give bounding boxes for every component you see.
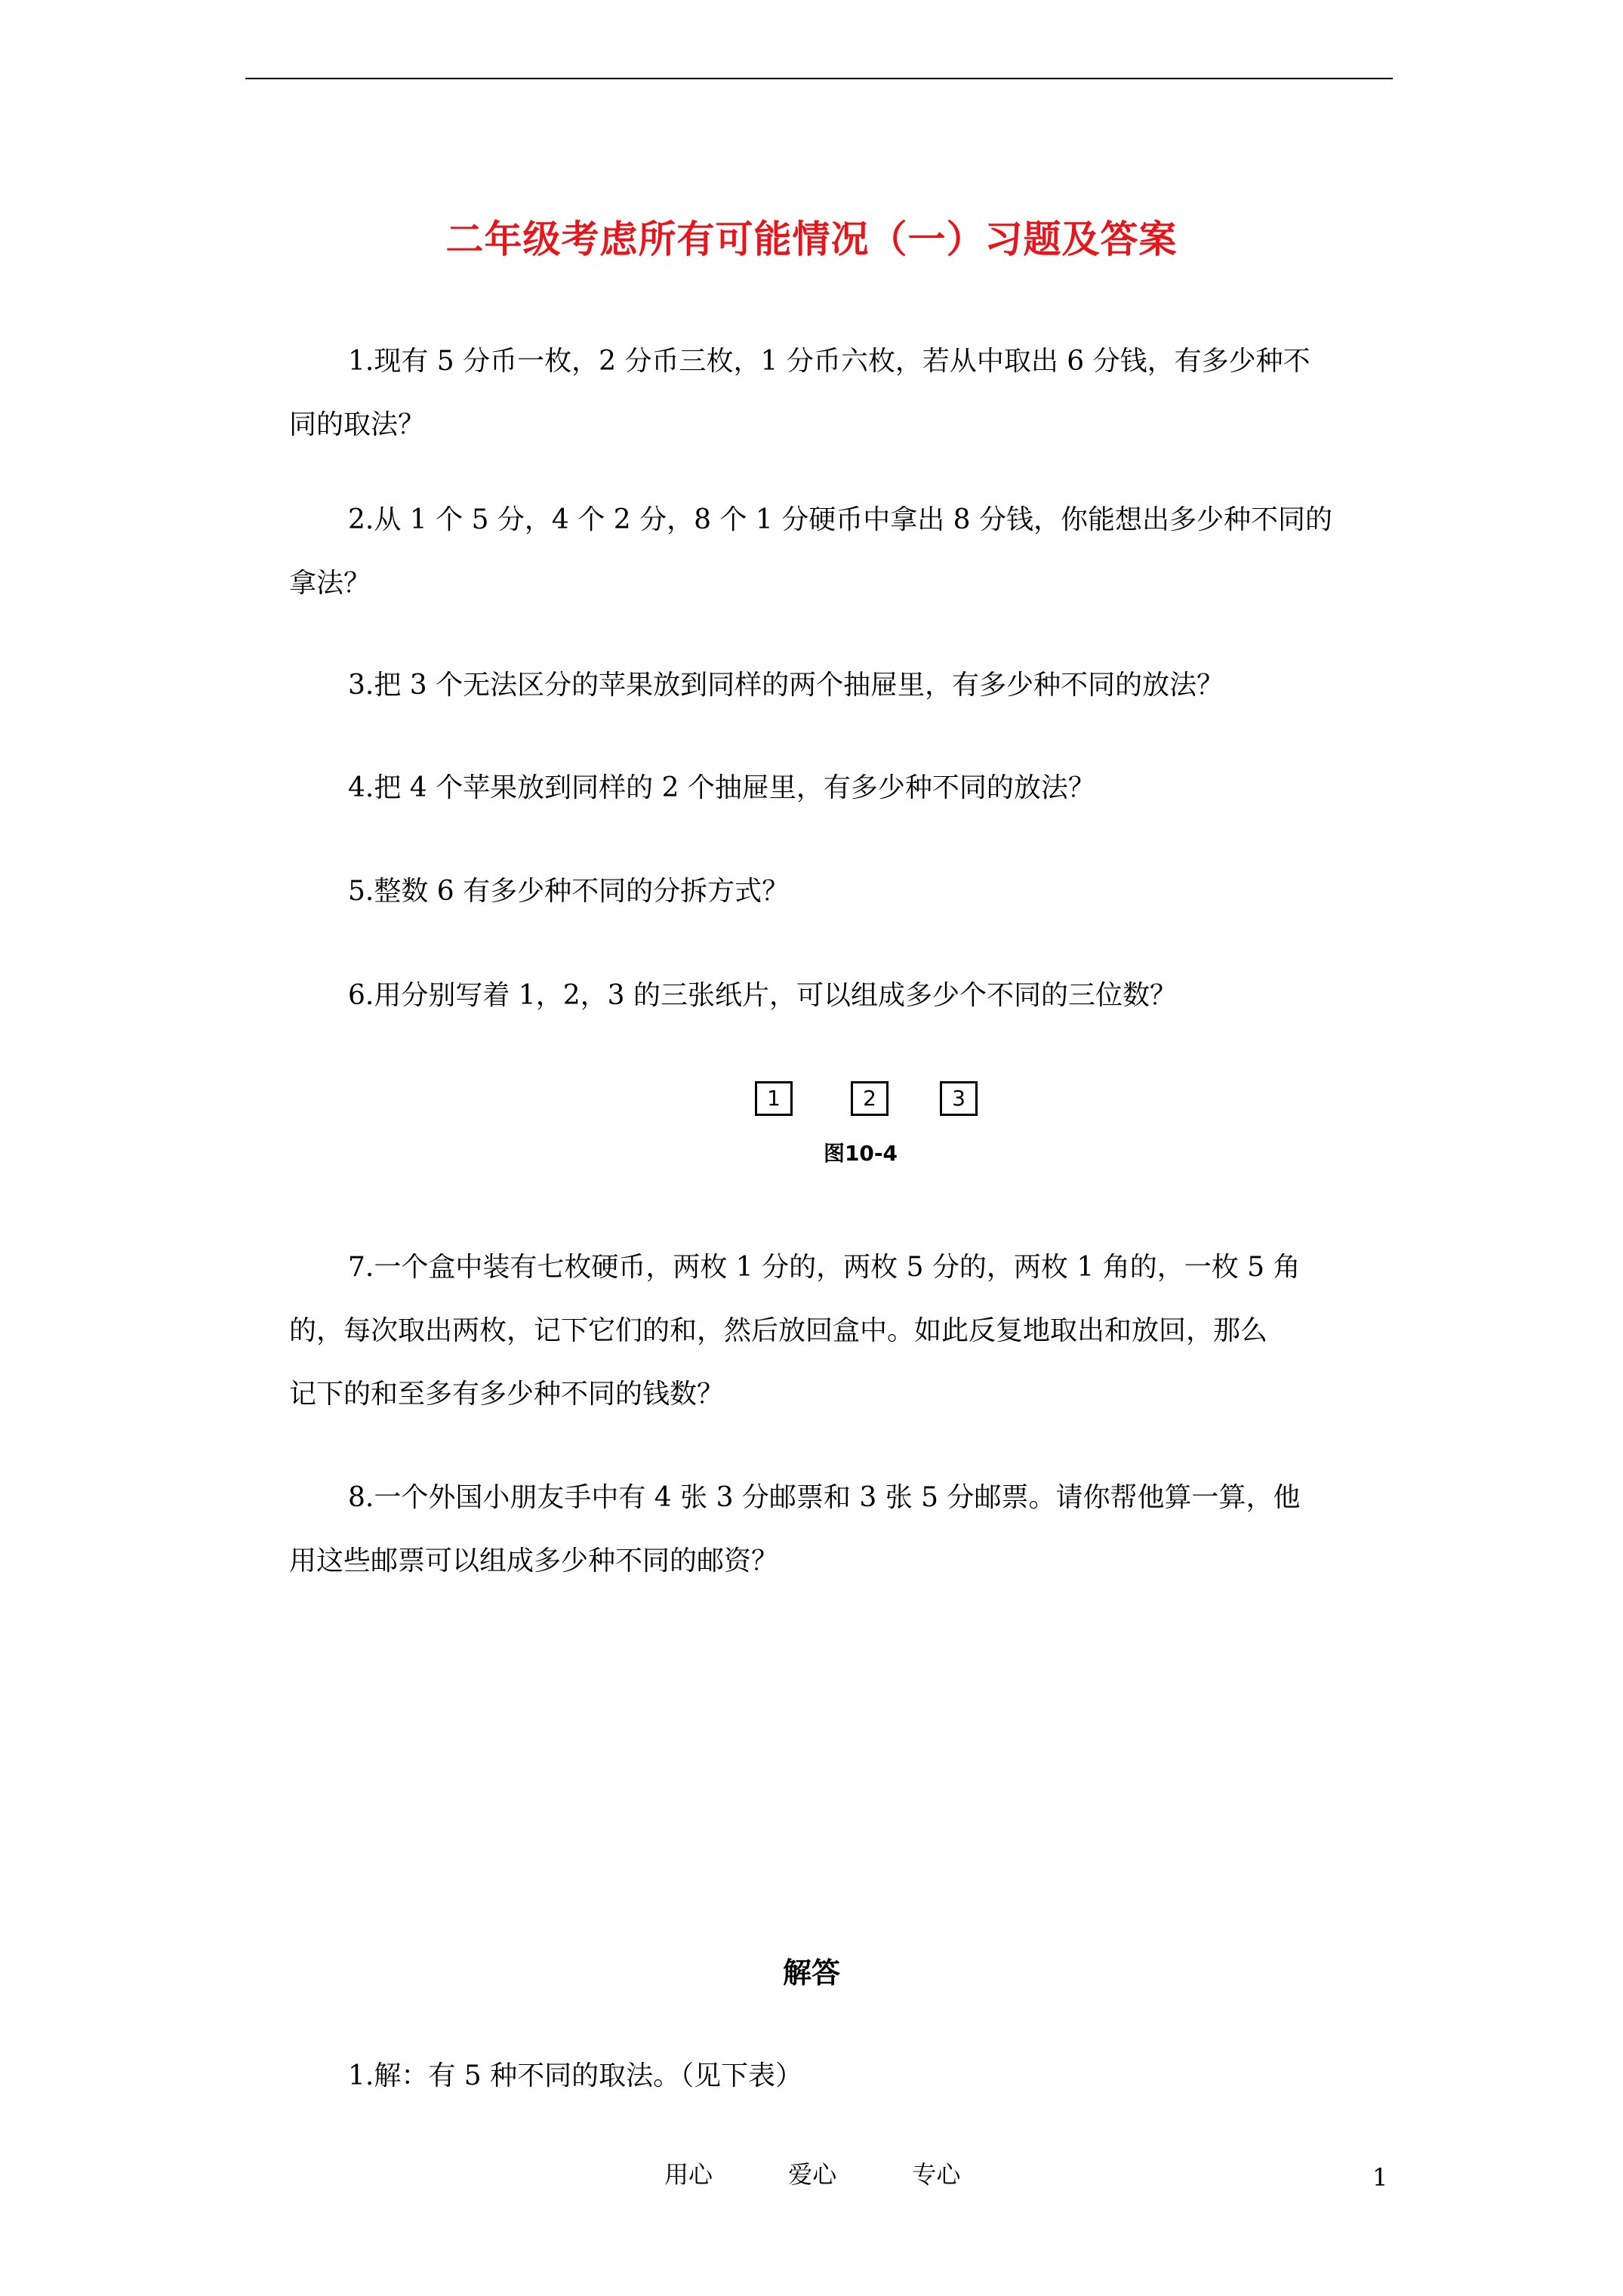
number-card-3: 3 [940,1081,978,1116]
question-6-line-1: 6.用分别写着 1，2，3 的三张纸片，可以组成多少个不同的三位数？ [348,980,1177,1011]
answer-1 [348,2045,1393,2108]
question-8-line-2: 用这些邮票可以组成多少种不同的邮资？ [289,1546,779,1576]
document-title: 二年级考虑所有可能情况（一）习题及答案 [445,217,1178,261]
question-2-line-2: 拿法？ [289,568,371,599]
question-5-line-1: 5.整数 6 有多少种不同的分拆方式？ [348,876,790,907]
question-7-line-2: 的，每次取出两枚，记下它们的和，然后放回盒中。如此反复地取出和放回，那么 [289,1315,1268,1346]
question-8-line-1: 8.一个外国小朋友手中有 4 张 3 分邮票和 3 张 5 分邮票。请你帮他算一算，他 [348,1482,1301,1513]
question-1-line-1: 1.现有 5 分币一枚，2 分币三枚，1 分币六枚，若从中取出 6 分钱，有多少种不 [348,346,1310,377]
question-1 [289,330,1393,457]
footer-mottos [664,2158,1028,2191]
question-7-line-3: 记下的和至多有多少种不同的钱数？ [289,1379,725,1410]
answers-heading: 解答 [782,1955,840,1989]
question-2 [289,488,1393,615]
question-7-line-1: 7.一个盒中装有七枚硬币，两枚 1 分的，两枚 5 分的，两枚 1 角的，一枚 5 角 [348,1252,1301,1283]
question-3 [348,654,1393,717]
answer-1-line-1: 1.解：有 5 种不同的取法。（见下表） [348,2060,803,2091]
page-number: 1 [1372,2163,1388,2192]
footer-motto-3: 专心 [912,2160,961,2189]
question-7 [289,1236,1393,1426]
figure-number-cards [747,1081,989,1164]
question-5 [348,860,1393,923]
question-4-line-1: 4.把 4 个苹果放到同样的 2 个抽屉里，有多少种不同的放法？ [348,772,1095,803]
question-1-line-2: 同的取法？ [289,409,426,440]
question-8 [289,1466,1393,1593]
number-card-1: 1 [755,1081,793,1116]
question-6 [348,964,1393,1028]
number-card-2: 2 [851,1081,888,1116]
footer-motto-1: 用心 [664,2160,713,2189]
footer-motto-2: 爱心 [788,2160,837,2189]
question-2-line-1: 2.从 1 个 5 分，4 个 2 分，8 个 1 分硬币中拿出 8 分钱，你能想出多少种不同的 [348,504,1332,535]
question-4 [348,757,1393,820]
header-rule [245,78,1393,79]
question-3-line-1: 3.把 3 个无法区分的苹果放到同样的两个抽屉里，有多少种不同的放法？ [348,670,1224,701]
figure-caption: 图10-4 [823,1141,898,1166]
